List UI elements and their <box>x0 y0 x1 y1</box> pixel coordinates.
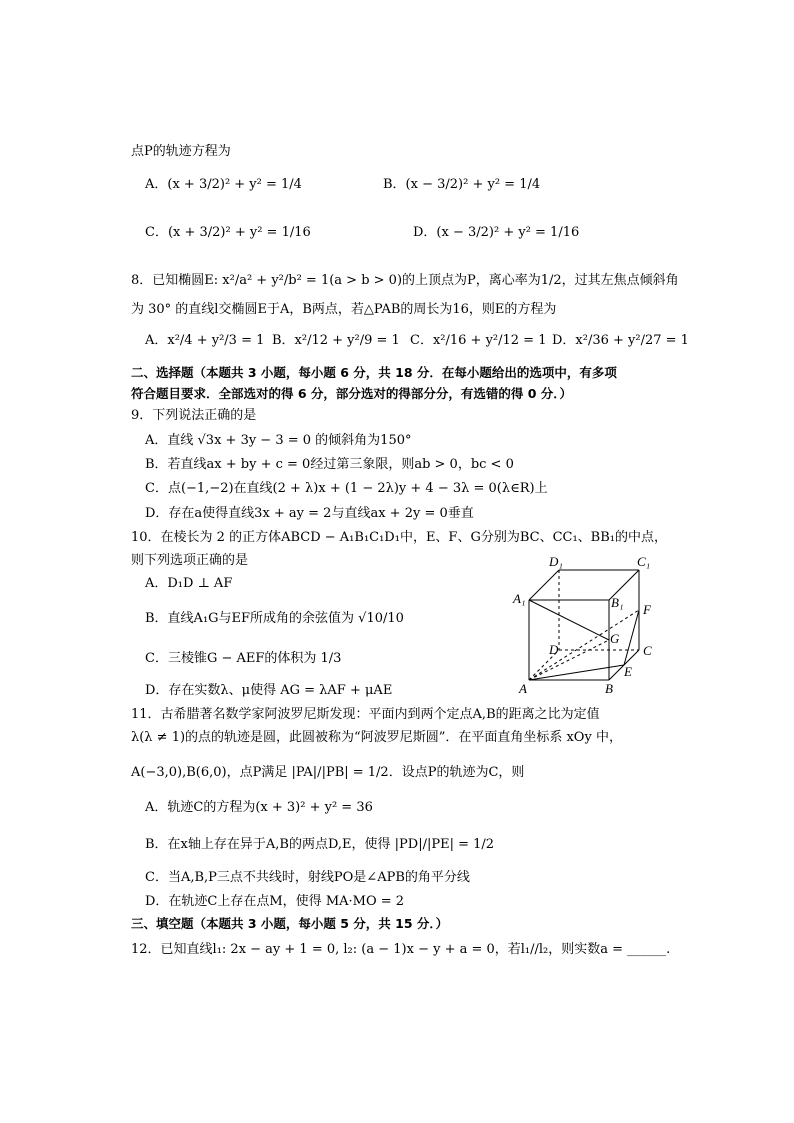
q12-stem: 12．已知直线l₁: 2x − ay + 1 = 0, l₂: (a − 1)x − y + a = 0，若l₁//l₂，则实数a = ______. <box>131 942 671 957</box>
label-a: A <box>519 681 527 696</box>
q10-option-a: A．D₁D ⊥ AF <box>145 576 233 591</box>
section2-heading-line2: 符合题目要求．全部选对的得 6 分，部分选对的得部分分，有选错的得 0 分．） <box>131 386 573 401</box>
q9-option-c: C．点(−1,−2)在直线(2 + λ)x + (1 − 2λ)y + 4 − 3λ = 0(λ∈R)上 <box>145 481 548 496</box>
label-e: E <box>624 664 632 679</box>
q11-stem-line3: A(−3,0),B(6,0)，点P满足 |PA|/|PB| = 1/2．设点P的轨迹为C，则 <box>131 765 525 780</box>
q11-option-d: D．在轨迹C上存在点M，使得 MA·MO = 2 <box>145 894 405 909</box>
q9-option-d: D．存在a使得直线3x + ay = 2与直线ax + 2y = 0垂直 <box>145 506 474 521</box>
q10-option-d: D．存在实数λ、μ使得 AG = λAF + μAE <box>145 683 393 698</box>
q11-stem-line2: λ(λ ≠ 1)的点的轨迹是圆，此圆被称为“阿波罗尼斯圆”．在平面直角坐标系 xOy 中， <box>131 730 622 745</box>
q9-option-a: A．直线 √3x + 3y − 3 = 0 的倾斜角为150° <box>145 433 412 448</box>
q11-option-c: C．当A,B,P三点不共线时，射线PO是∠APB的角平分线 <box>145 870 470 885</box>
q11-option-a: A．轨迹C的方程为(x + 3)² + y² = 36 <box>145 800 373 815</box>
q9-stem: 9．下列说法正确的是 <box>131 408 257 423</box>
section2-heading-line1: 二、选择题（本题共 3 小题，每小题 6 分，共 18 分．在每小题给出的选项中，有多项 <box>131 365 617 380</box>
q7-option-a: A．(x + 3/2)² + y² = 1/4 <box>145 177 302 192</box>
q8-option-c: C．x²/16 + y²/12 = 1 <box>410 333 547 348</box>
cube-figure <box>505 552 665 698</box>
q11-stem-line1: 11．古希腊著名数学家阿波罗尼斯发现：平面内到两个定点A,B的距离之比为定值 <box>131 707 600 722</box>
q8-stem-line1: 8．已知椭圆E: x²/a² + y²/b² = 1(a > b > 0)的上顶点为P，离心率为1/2，过其左焦点倾斜角 <box>131 273 679 288</box>
label-b1: B₁ <box>611 595 624 610</box>
q8-option-b: B．x²/12 + y²/9 = 1 <box>272 333 400 348</box>
q9-option-b: B．若直线ax + by + c = 0经过第三象限，则ab > 0，bc < 0 <box>145 457 514 472</box>
label-b: B <box>605 681 613 696</box>
label-c1: C₁ <box>637 554 651 569</box>
q10-stem-line1: 10．在棱长为 2 的正方体ABCD − A₁B₁C₁D₁中，E、F、G分别为BC、CC₁、BB₁的中点， <box>131 530 668 545</box>
label-d: D <box>549 642 559 657</box>
q7-option-b: B．(x − 3/2)² + y² = 1/4 <box>383 177 541 192</box>
q11-option-b: B．在x轴上存在异于A,B的两点D,E，使得 |PD|/|PE| = 1/2 <box>145 837 495 852</box>
q8-option-a: A．x²/4 + y²/3 = 1 <box>145 333 265 348</box>
label-g: G <box>610 631 620 646</box>
q10-option-b: B．直线A₁G与EF所成角的余弦值为 √10/10 <box>145 611 404 626</box>
label-c: C <box>643 643 652 658</box>
q7-stem: 点P的轨迹方程为 <box>131 144 231 159</box>
label-f: F <box>643 602 651 617</box>
q7-option-c: C．(x + 3/2)² + y² = 1/16 <box>145 225 311 240</box>
q8-option-d: D．x²/36 + y²/27 = 1 <box>552 333 689 348</box>
section3-heading: 三、填空题（本题共 3 小题，每小题 5 分，共 15 分．） <box>131 916 449 931</box>
label-a1: A₁ <box>513 591 526 606</box>
label-d1: D₁ <box>549 554 563 569</box>
q7-option-d: D．(x − 3/2)² + y² = 1/16 <box>413 225 580 240</box>
q8-stem-line2: 为 30° 的直线l交椭圆E于A，B两点，若△PAB的周长为16，则E的方程为 <box>131 302 557 317</box>
q10-stem-line2: 则下列选项正确的是 <box>131 553 249 568</box>
q10-option-c: C．三棱锥G − AEF的体积为 1/3 <box>145 651 342 666</box>
